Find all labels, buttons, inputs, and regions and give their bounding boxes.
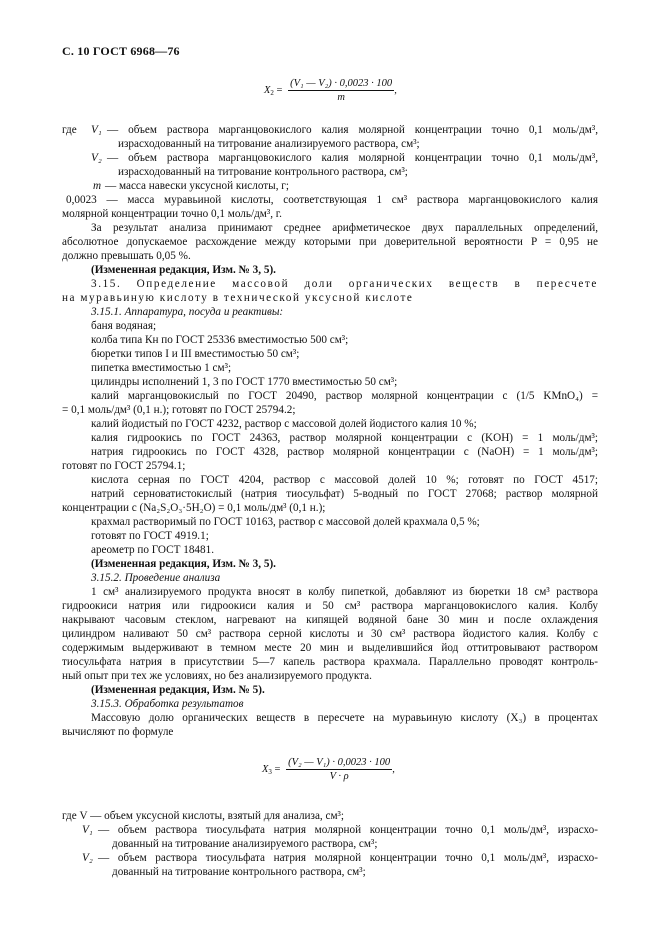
def2-v1-symbol: V₁: [82, 824, 93, 836]
formula-denominator: V · ρ: [329, 771, 349, 782]
def-m-symbol: m: [93, 180, 102, 192]
reagent-thiosulfate-line-1: натрий серноватистокислый (натрия тиосульфат) 5-водный по ГОСТ 27068; раствор молярной: [91, 488, 598, 500]
procedure-line-7: ный опыт при тех же условиях, но без анализируемого продукта.: [62, 670, 372, 682]
def-where: где: [62, 124, 77, 136]
formula-numerator: (V₁ — V₂) · 0,0023 · 100: [290, 78, 393, 89]
formula-fraction: [286, 757, 392, 782]
equipment-item: колба типа Кн по ГОСТ 25336 вместимостью 500 см³;: [91, 334, 349, 346]
formula-lhs-var: X: [264, 84, 271, 96]
reagent-h2so4: кислота серная по ГОСТ 4204, раствор с массовой долей 10 %; готовят по ГОСТ 4517;: [91, 474, 598, 486]
procedure-line-6: тиосульфата натрия в присутствии 5—7 капель раствора крахмала. Параллельно проводят контроль-: [62, 656, 598, 668]
def-v1-cont: израсходованный на титрование анализируемого раствора, см³;: [118, 138, 420, 150]
procedure-line-2: гидроокиси натрия или гидроокиси калия и 50 см³ раствора марганцовокислого калия. Колбу: [62, 600, 598, 612]
equipment-item: пипетка вместимостью 1 см³;: [91, 362, 232, 374]
formula-tail: ,: [394, 84, 397, 96]
reagent-thiosulfate-line-2: концентрации c (Na₂S₂O₃·5H₂O) = 0,1 моль/дм³ (0,1 н.);: [62, 502, 326, 514]
def2-v2-cont: дованный на титрование контрольного раствора, см³;: [112, 866, 366, 878]
result-line-3: должно превышать 0,05 %.: [62, 250, 191, 262]
reagent-kmno4-line-2: = 0,1 моль/дм³ (0,1 н.); готовят по ГОСТ 25794.2;: [62, 404, 296, 416]
equipment-areometer: ареометр по ГОСТ 18481.: [91, 544, 215, 556]
formula-eq: =: [271, 763, 281, 775]
reagent-starch-line-1: крахмал растворимый по ГОСТ 10163, раствор с массовой долей крахмала 0,5 %;: [91, 516, 480, 528]
equipment-item: баня водяная;: [91, 320, 157, 332]
def-constant-text: 0,0023 — масса муравьиной кислоты, соответствующая 1 см³ раствора марганцовокислого калия: [66, 194, 598, 206]
formula-lhs-var: X: [262, 763, 269, 775]
def-v2-symbol: V₂: [91, 152, 102, 164]
formula-lhs-sub: 2: [270, 88, 274, 97]
edition-note-1: (Измененная редакция, Изм. № 3, 5).: [91, 264, 276, 276]
def2-v-line: где V — объем уксусной кислоты, взятый для анализа, см³;: [62, 810, 345, 822]
reagent-naoh-line-1: натрия гидроокись по ГОСТ 4328, раствор молярной концентрации c (NaOH) = 1 моль/дм³;: [91, 446, 598, 458]
def-v1-text: — объем раствора марганцовокислого калия молярной концентрации точно 0,1 моль/дм³,: [107, 124, 598, 136]
formula-tail: ,: [392, 763, 395, 775]
calculation-line-1: Массовую долю органических веществ в пересчете на муравьиную кислоту (X₃) в процентах: [91, 712, 598, 724]
procedure-line-4: цилиндром наливают 50 см³ раствора серной кислоты и 30 см³ раствора йодистого калия. Колбу с: [62, 628, 598, 640]
reagent-starch-line-2: готовят по ГОСТ 4919.1;: [91, 530, 209, 542]
procedure-line-1: 1 см³ анализируемого продукта вносят в колбу пипеткой, добавляют из бюретки 18 см³ раствора: [91, 586, 598, 598]
def-v2-text: — объем раствора марганцовокислого калия молярной концентрации точно 0,1 моль/дм³,: [107, 152, 598, 164]
procedure-line-5: содержимым выдерживают в темном месте 20 мин и выделившийся йод оттитровывают раствором: [62, 642, 598, 654]
def-v2-cont: израсходованный на титрование контрольного раствора, см³;: [118, 166, 408, 178]
formula-x3: [262, 757, 395, 782]
formula-eq: =: [273, 84, 283, 96]
reagent-ki: калий йодистый по ГОСТ 4232, раствор с массовой долей йодистого калия 10 %;: [91, 418, 477, 430]
def2-v2-symbol: V₂: [82, 852, 93, 864]
edition-note-3: (Измененная редакция, Изм. № 5).: [91, 684, 265, 696]
section-3-15-2-title: 3.15.2. Проведение анализа: [91, 572, 221, 584]
def-v1-symbol: V₁: [91, 124, 102, 136]
def2-v1-cont: дованный на титрование анализируемого раствора, см³;: [112, 838, 378, 850]
page-header: С. 10 ГОСТ 6968—76: [62, 44, 180, 58]
formula-denominator: m: [337, 92, 345, 103]
edition-note-2: (Измененная редакция, Изм. № 3, 5).: [91, 558, 276, 570]
formula-numerator: (V₂ — V₁) · 0,0023 · 100: [288, 757, 391, 768]
def-m-text: — масса навески уксусной кислоты, г;: [105, 180, 289, 192]
section-3-15-line-1: 3.15. Определение массовой доли органических веществ в пересчете: [91, 278, 598, 290]
result-line-2: абсолютное допускаемое расхождение между которыми при доверительной вероятности P = 0,95 не: [62, 236, 598, 248]
calculation-line-2: вычисляют по формуле: [62, 726, 174, 738]
formula-lhs-sub: 3: [268, 767, 272, 776]
def2-v2-text: — объем раствора тиосульфата натрия молярной концентрации точно 0,1 моль/дм³, израсхо-: [98, 852, 598, 864]
equipment-item: цилиндры исполнений 1, 3 по ГОСТ 1770 вместимостью 50 см³;: [91, 376, 398, 388]
def-constant-cont: молярной концентрации точно 0,1 моль/дм³, г.: [62, 208, 282, 220]
formula-x2: [264, 78, 397, 103]
formula-fraction: [288, 78, 394, 103]
section-3-15-line-2: на муравьиную кислоту в технической уксусной кислоте: [62, 292, 414, 304]
def2-v1-text: — объем раствора тиосульфата натрия молярной концентрации точно 0,1 моль/дм³, израсхо-: [98, 824, 598, 836]
procedure-line-3: накрывают часовым стеклом, нагревают на кипящей водяной бане 30 мин и после охлаждения: [62, 614, 598, 626]
reagent-koh: калия гидроокись по ГОСТ 24363, раствор молярной концентрации c (KOH) = 1 моль/дм³;: [91, 432, 598, 444]
equipment-item: бюретки типов I и III вместимостью 50 см³;: [91, 348, 300, 360]
reagent-naoh-line-2: готовят по ГОСТ 25794.1;: [62, 460, 186, 472]
section-3-15-3-title: 3.15.3. Обработка результатов: [91, 698, 244, 710]
section-3-15-1-title: 3.15.1. Аппаратура, посуда и реактивы:: [91, 306, 284, 318]
result-line-1: За результат анализа принимают среднее арифметическое двух параллельных определений,: [91, 222, 598, 234]
reagent-kmno4-line-1: калий марганцовокислый по ГОСТ 20490, раствор молярной концентрации c (1/5 KMnO₄) =: [91, 390, 598, 402]
